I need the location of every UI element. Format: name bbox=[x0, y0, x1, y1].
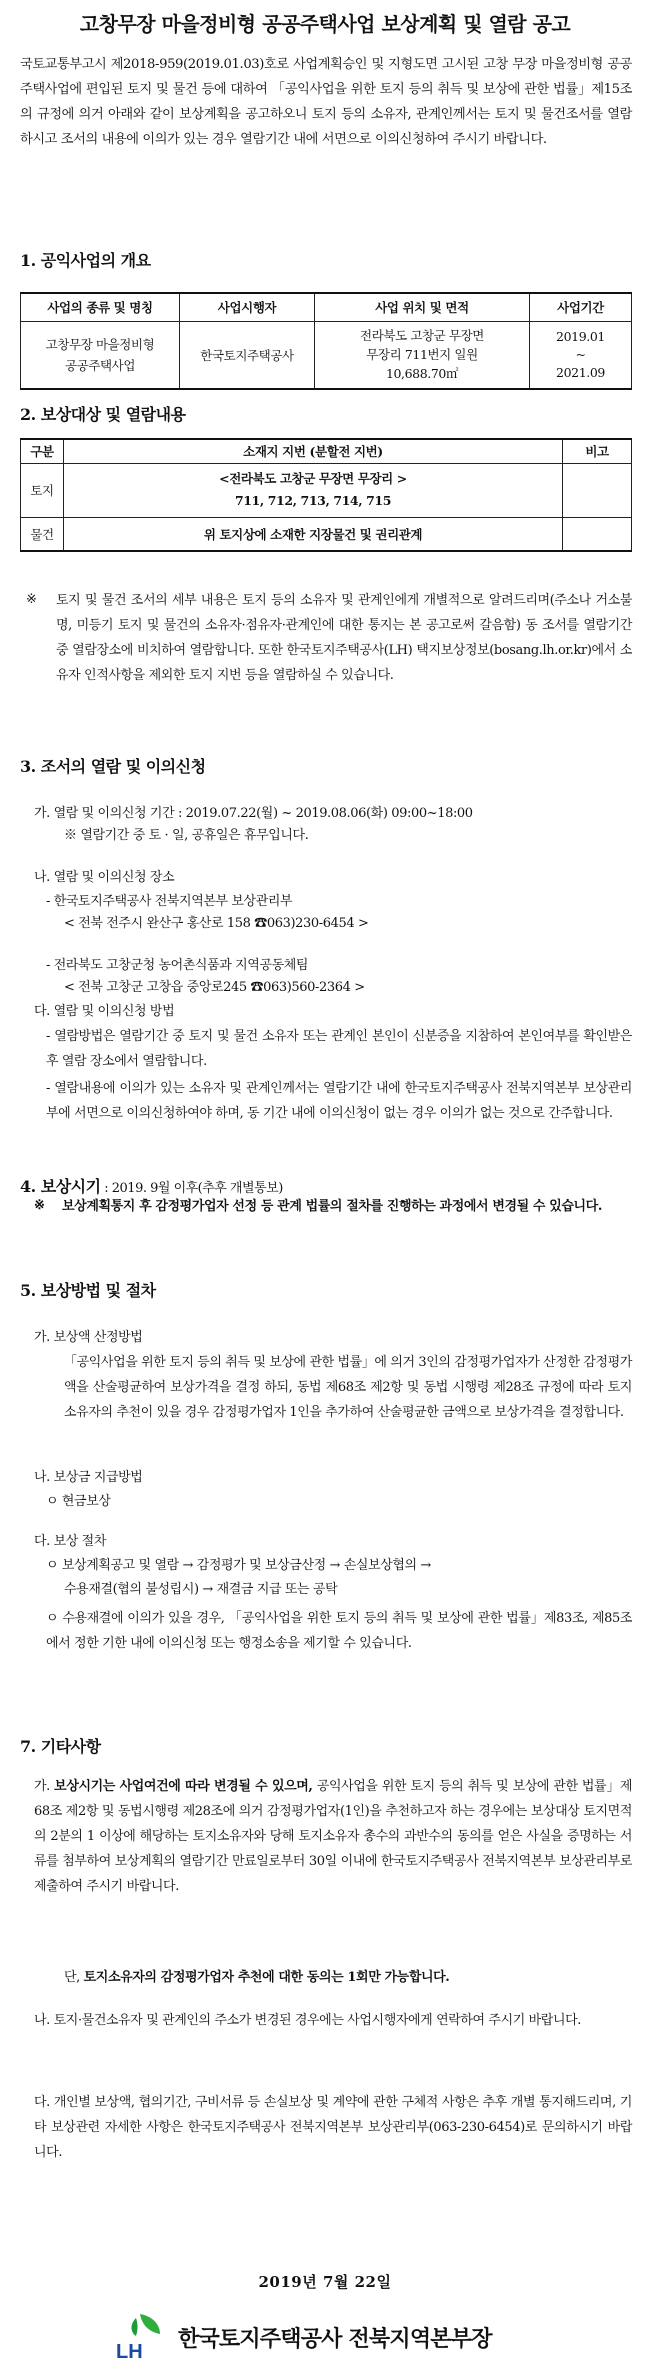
section7-heading: 7. 기타사항 bbox=[20, 1737, 101, 1756]
goods-remarks bbox=[563, 517, 632, 551]
s7-ga-note bbox=[64, 1966, 449, 1990]
issuer-footer bbox=[110, 2310, 550, 2362]
col-address: 소재지 지번 (분할전 지번) bbox=[64, 439, 563, 463]
period-cell bbox=[530, 321, 632, 389]
s7-note-suffix: 합니다. bbox=[408, 1970, 450, 1985]
operator-cell: 한국토지주택공사 bbox=[180, 321, 315, 389]
note-text: 토지 및 물건 조서의 세부 내용은 토지 등의 소유자 및 관계인에게 개별적으로 알려드리며(주소나 거소불명, 미등기 토지 및 물건의 소유자·점유자·관계인에 대한 통지는 본 공고로써 갈음함) 동 조서를 열람기간 중 열람장소에 비치하여 열람합니다. 또한 한국토지주택공사(LH) 택지보상정보(bosang.lh.or.kr)에서 소유자 인적사항을 제외한 토지 지번 등을 열람하실 수 있습니다. bbox=[56, 593, 632, 683]
period-end: 2021.09 bbox=[556, 364, 605, 380]
s7-da: 다. 개인별 보상액, 협의기간, 구비서류 등 손실보상 및 계약에 관한 구체적 사항은 추후 개별 통지해드리며, 기타 보상관련 자세한 사항은 한국토지주택공사 전북지역본부 보상관리부(063-230-6454)로 문의하시기 바랍니다. bbox=[34, 2095, 632, 2160]
s3-ga: 가. 열람 및 이의신청 기간 : 2019.07.22(월) ~ 2019.08.06(화) 09:00~18:00 bbox=[34, 806, 473, 821]
s7-ga-rest: 공익사업을 위한 토지 등의 취득 및 보상에 관한 법률」제68조 제2항 및 동법시행령 제28조에 의거 감정평가업자(1인)을 추천하고자 하는 경우에는 보상대상 토지면적의 2분의 1 이상에 해당하는 토지소유자와 당해 토지소유자 총수의 과반수의 동의를 얻은 사실을 증명하는 서류를 첨부하여 보상계획의 열람기간 만료일로부터 30일 이내에 한국토지주택공사 전북지역본부 보상관리부로 제출하여 주시기 바랍니다. bbox=[34, 1779, 632, 1894]
notice-date: 2019년 7월 22일 bbox=[258, 2273, 392, 2291]
note-mark: ※ bbox=[26, 592, 37, 607]
col-category: 구분 bbox=[21, 439, 64, 463]
table-row bbox=[21, 463, 632, 517]
s3-ga-note: ※ 열람기간 중 토 · 일, 공휴일은 휴무입니다. bbox=[64, 828, 309, 843]
col-operator: 사업시행자 bbox=[180, 293, 315, 321]
s7-ga-bold: 보상시기는 사업여건에 따라 변경될 수 있으며, bbox=[54, 1779, 313, 1794]
s3-method2: - 열람내용에 이의가 있는 소유자 및 관계인께서는 열람기간 내에 한국토지주택공사 전북지역본부 보상관리부에 서면으로 이의신청하여야 하며, 동 기간 내에 이의신청이 없는 경우 이의가 없는 것으로 간주합니다. bbox=[46, 1081, 632, 1121]
location-cell bbox=[315, 321, 530, 389]
s5-ga: 가. 보상액 산정방법 bbox=[34, 1330, 143, 1345]
period-start: 2019.01 bbox=[556, 328, 605, 344]
place2-line2: < 전북 고창군 고창읍 중앙로245 ☎063)560-2364 > bbox=[64, 980, 365, 995]
land-address-line: <전라북도 고창군 무장면 무장리 > bbox=[219, 471, 407, 486]
col-period: 사업기간 bbox=[530, 293, 632, 321]
project-name-line: 고창무장 마을정비형 bbox=[45, 336, 155, 352]
section4-title: 4. 보상시기 bbox=[20, 1177, 101, 1196]
section1-heading: 1. 공익사업의 개요 bbox=[20, 251, 151, 270]
lh-logo-icon bbox=[110, 2310, 170, 2362]
land-address-cell bbox=[64, 463, 563, 517]
s3-method1: - 열람방법은 열람기간 중 토지 및 물건 소유자 또는 관계인 본인이 신분증을 지참하여 본인여부를 확인받은 후 열람 장소에서 열람합니다. bbox=[46, 1029, 632, 1069]
s3-na: 나. 열람 및 이의신청 장소 bbox=[34, 870, 175, 885]
table-row bbox=[21, 321, 632, 389]
s7-note-prefix: 단, bbox=[64, 1970, 84, 1985]
location-line: 전라북도 고창군 무장면 bbox=[360, 328, 484, 344]
s5-proc-line1: ㅇ 보상계획공고 및 열람 → 감정평가 및 보상금산정 → 손실보상협의 → bbox=[46, 1558, 431, 1573]
land-lot-numbers: 711, 712, 713, 714, 715 bbox=[234, 493, 392, 508]
lh-logo-text: LH bbox=[116, 2341, 143, 2362]
compensation-target-table bbox=[20, 438, 632, 552]
land-remarks bbox=[563, 463, 632, 517]
s7-ga-prefix: 가. bbox=[34, 1779, 55, 1794]
goods-text: 위 토지상에 소재한 지장물건 및 권리관계 bbox=[64, 517, 563, 551]
section5-heading: 5. 보상방법 및 절차 bbox=[20, 1281, 156, 1300]
s4-note-mark: ※ bbox=[34, 1198, 45, 1213]
notice-title: 고창무장 마을정비형 공공주택사업 보상계획 및 열람 공고 bbox=[79, 12, 571, 36]
location-area: 10,688.70㎡ bbox=[385, 366, 459, 382]
place1-line2: < 전북 전주시 완산구 홍산로 158 ☎063)230-6454 > bbox=[64, 916, 369, 931]
section2-heading: 2. 보상대상 및 열람내용 bbox=[20, 405, 186, 424]
location-line: 무장리 711번지 일원 bbox=[366, 347, 478, 363]
intro-paragraph: 국토교통부고시 제2018-959(2019.01.03)호로 사업계획승인 및 지형도면 고시된 고창 무장 마을정비형 공공주택사업에 편입된 토지 및 물건 등에 대하여 「공익사업을 위한 토지 등의 취득 및 보상에 관한 법률」제15조의 규정에 의거 아래와 같이 보상계획을 공고하오니 토지 등의 소유자, 관계인께서는 토지 및 물건조서를 열람하시고 조서의 내용에 이의가 있는 경우 열람기간 내에 서면으로 이의신청하여 주시기 바랍니다. bbox=[20, 57, 632, 147]
place2-line1: - 전라북도 고창군청 농어촌식품과 지역공동체팀 bbox=[46, 958, 309, 973]
s7-na: 나. 토지·물건소유자 및 관계인의 주소가 변경된 경우에는 사업시행자에게 연락하여 주시기 바랍니다. bbox=[34, 2013, 581, 2028]
s4-note: 보상계획통지 후 감정평가업자 선정 등 관계 법률의 절차를 진행하는 과정에서 변경될 수 있습니다. bbox=[62, 1199, 602, 1214]
section3-heading: 3. 조서의 열람 및 이의신청 bbox=[20, 757, 206, 776]
col-location: 사업 위치 및 면적 bbox=[315, 293, 530, 321]
project-name-line: 공공주택사업 bbox=[64, 357, 136, 373]
place1-line1: - 한국토지주택공사 전북지역본부 보상관리부 bbox=[46, 894, 293, 909]
s3-da: 다. 열람 및 이의신청 방법 bbox=[34, 1004, 175, 1019]
period-tilde: ~ bbox=[575, 346, 586, 362]
col-remarks: 비고 bbox=[563, 439, 632, 463]
table-row bbox=[21, 517, 632, 551]
goods-label: 물건 bbox=[21, 517, 64, 551]
s7-note-bold: 토지소유자의 감정평가업자 추천에 대한 동의는 1회만 가능 bbox=[83, 1970, 409, 1985]
s5-na: 나. 보상금 지급방법 bbox=[34, 1470, 143, 1485]
project-name-cell bbox=[21, 321, 180, 389]
s5-da: 다. 보상 절차 bbox=[34, 1534, 106, 1549]
section4-value: : 2019. 9월 이후(추후 개별통보) bbox=[100, 1181, 283, 1196]
s5-na-item: ㅇ 현금보상 bbox=[46, 1494, 111, 1509]
s5-ga-text: 「공익사업을 위한 토지 등의 취득 및 보상에 관한 법률」에 의거 3인의 감정평가업자가 산정한 감정평가액을 산술평균하여 보상가격을 결정 하되, 동법 제68조 제2항 및 동법 시행령 제28조 규정에 따라 토지소유자의 추천이 있을 경우 감정평가업자 1인을 추가하여 산술평균한 금액으로 보상가격을 결정합니다. bbox=[64, 1355, 632, 1420]
col-project-name: 사업의 종류 및 명칭 bbox=[21, 293, 180, 321]
project-overview-table bbox=[20, 292, 632, 390]
s5-appeal: ㅇ 수용재결에 이의가 있을 경우, 「공익사업을 위한 토지 등의 취득 및 보상에 관한 법률」제83조, 제85조에서 정한 기한 내에 이의신청 또는 행정소송을 제기할 수 있습니다. bbox=[46, 1611, 632, 1651]
issuer-name: 한국토지주택공사 전북지역본부장 bbox=[178, 2326, 492, 2352]
land-label: 토지 bbox=[21, 463, 64, 517]
s5-proc-line2: 수용재결(협의 불성립시) → 재결금 지급 또는 공탁 bbox=[64, 1582, 338, 1597]
s7-ga bbox=[34, 1774, 632, 1899]
